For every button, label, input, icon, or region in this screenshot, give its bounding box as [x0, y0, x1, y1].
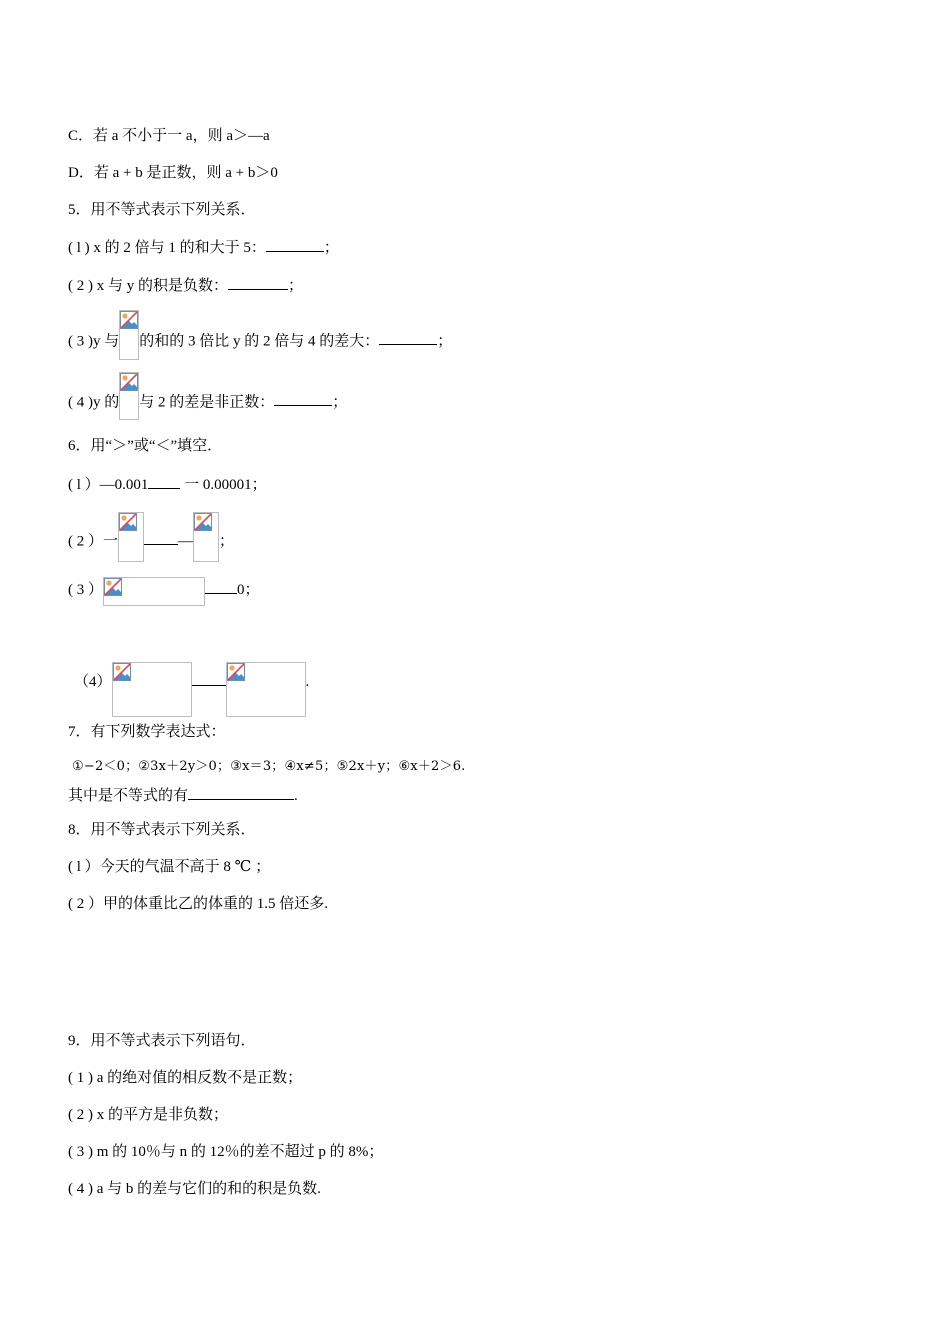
broken-image-icon: [226, 662, 306, 717]
q7-expression-list: ①−2＜0；②3x＋2y＞0；③x＝3；④x≠5；⑤2x＋y；⑥x＋2＞6.: [72, 759, 466, 774]
answer-blank[interactable]: [148, 474, 180, 489]
broken-image-icon: [119, 310, 139, 360]
q5-part1-end: ；: [323, 240, 339, 256]
q5-part4-text-a: ( 4 )y 的: [68, 394, 120, 411]
option-c: C．若 a 不小于一 a，则 a＞—a: [68, 128, 270, 144]
q6-part1-text-a: ( l ）—0.001: [68, 477, 149, 493]
q6-part2: [68, 522, 234, 562]
answer-blank[interactable]: [274, 391, 332, 406]
q6-part1-text-b: 一 0.00001；: [180, 477, 267, 493]
answer-blank[interactable]: [188, 785, 294, 800]
q7-ask: [68, 785, 298, 806]
q5-part3-text-b: 的和的 3 倍比 y 的 2 倍与 4 的差大：: [139, 333, 380, 350]
q5-part4-text-b: 与 2 的差是非正数：: [139, 394, 275, 411]
q7-title: 7．有下列数学表达式：: [68, 724, 226, 740]
q6-part4-text-a: （4）: [74, 673, 112, 690]
broken-image-icon: [193, 512, 219, 562]
broken-image-icon: [103, 577, 205, 606]
q6-part3: [68, 575, 260, 606]
q9-part2: ( 2 ) x 的平方是非负数；: [68, 1107, 228, 1123]
q5-part3-end: ；: [437, 333, 453, 350]
answer-blank[interactable]: [205, 579, 237, 594]
q8-part2: ( 2 ）甲的体重比乙的体重的 1.5 倍还多.: [68, 896, 328, 912]
q5-part2: [68, 275, 303, 296]
answer-blank[interactable]: [144, 530, 178, 545]
broken-image-icon: [119, 372, 139, 420]
q6-part3-text-b: 0；: [237, 581, 260, 598]
q9-part1: ( 1 ) a 的绝对值的相反数不是正数；: [68, 1070, 303, 1086]
q7-ask-end: .: [294, 788, 298, 804]
broken-image-icon: [118, 512, 144, 562]
answer-blank[interactable]: [379, 330, 437, 345]
q5-part1-text: ( l ) x 的 2 倍与 1 的和大于 5：: [68, 240, 266, 256]
answer-blank[interactable]: [192, 671, 226, 686]
q6-part4-end: .: [305, 673, 310, 690]
q5-part3-text-a: ( 3 )y 与: [68, 333, 120, 350]
q6-part1: [68, 474, 267, 495]
q5-part4-end: ；: [332, 394, 348, 411]
q9-part3: ( 3 ) m 的 10％与 n 的 12％的差不超过 p 的 8%；: [68, 1144, 384, 1160]
q7-ask-text: 其中是不等式的有: [68, 788, 189, 804]
q6-part3-text-a: ( 3 ）: [68, 581, 103, 598]
option-d: D．若 a + b 是正数，则 a + b＞0: [68, 165, 278, 181]
q6-part2-end: ；: [219, 533, 235, 550]
q6-part4: [74, 648, 309, 717]
q5-part3: [68, 324, 452, 360]
q5-title: 5．用不等式表示下列关系．: [68, 202, 256, 218]
q6-part2-text-a: ( 2 ）一: [68, 533, 118, 550]
q8-title: 8．用不等式表示下列关系．: [68, 822, 256, 838]
q8-part1: ( l ）今天的气温不高于 8 ℃ ；: [68, 859, 271, 875]
q9-part4: ( 4 ) a 与 b 的差与它们的和的积是负数.: [68, 1181, 321, 1197]
q5-part1: [68, 237, 339, 258]
q5-part4: [68, 386, 347, 420]
answer-blank[interactable]: [266, 237, 324, 252]
q5-part2-text: ( 2 ) x 与 y 的积是负数：: [68, 278, 228, 294]
q5-part2-end: ；: [288, 278, 304, 294]
q9-title: 9．用不等式表示下列语句．: [68, 1033, 256, 1049]
q6-part2-text-b: —: [178, 533, 193, 550]
broken-image-icon: [112, 662, 192, 717]
answer-blank[interactable]: [228, 275, 288, 290]
q6-title: 6．用“＞”或“＜”填空．: [68, 438, 223, 454]
